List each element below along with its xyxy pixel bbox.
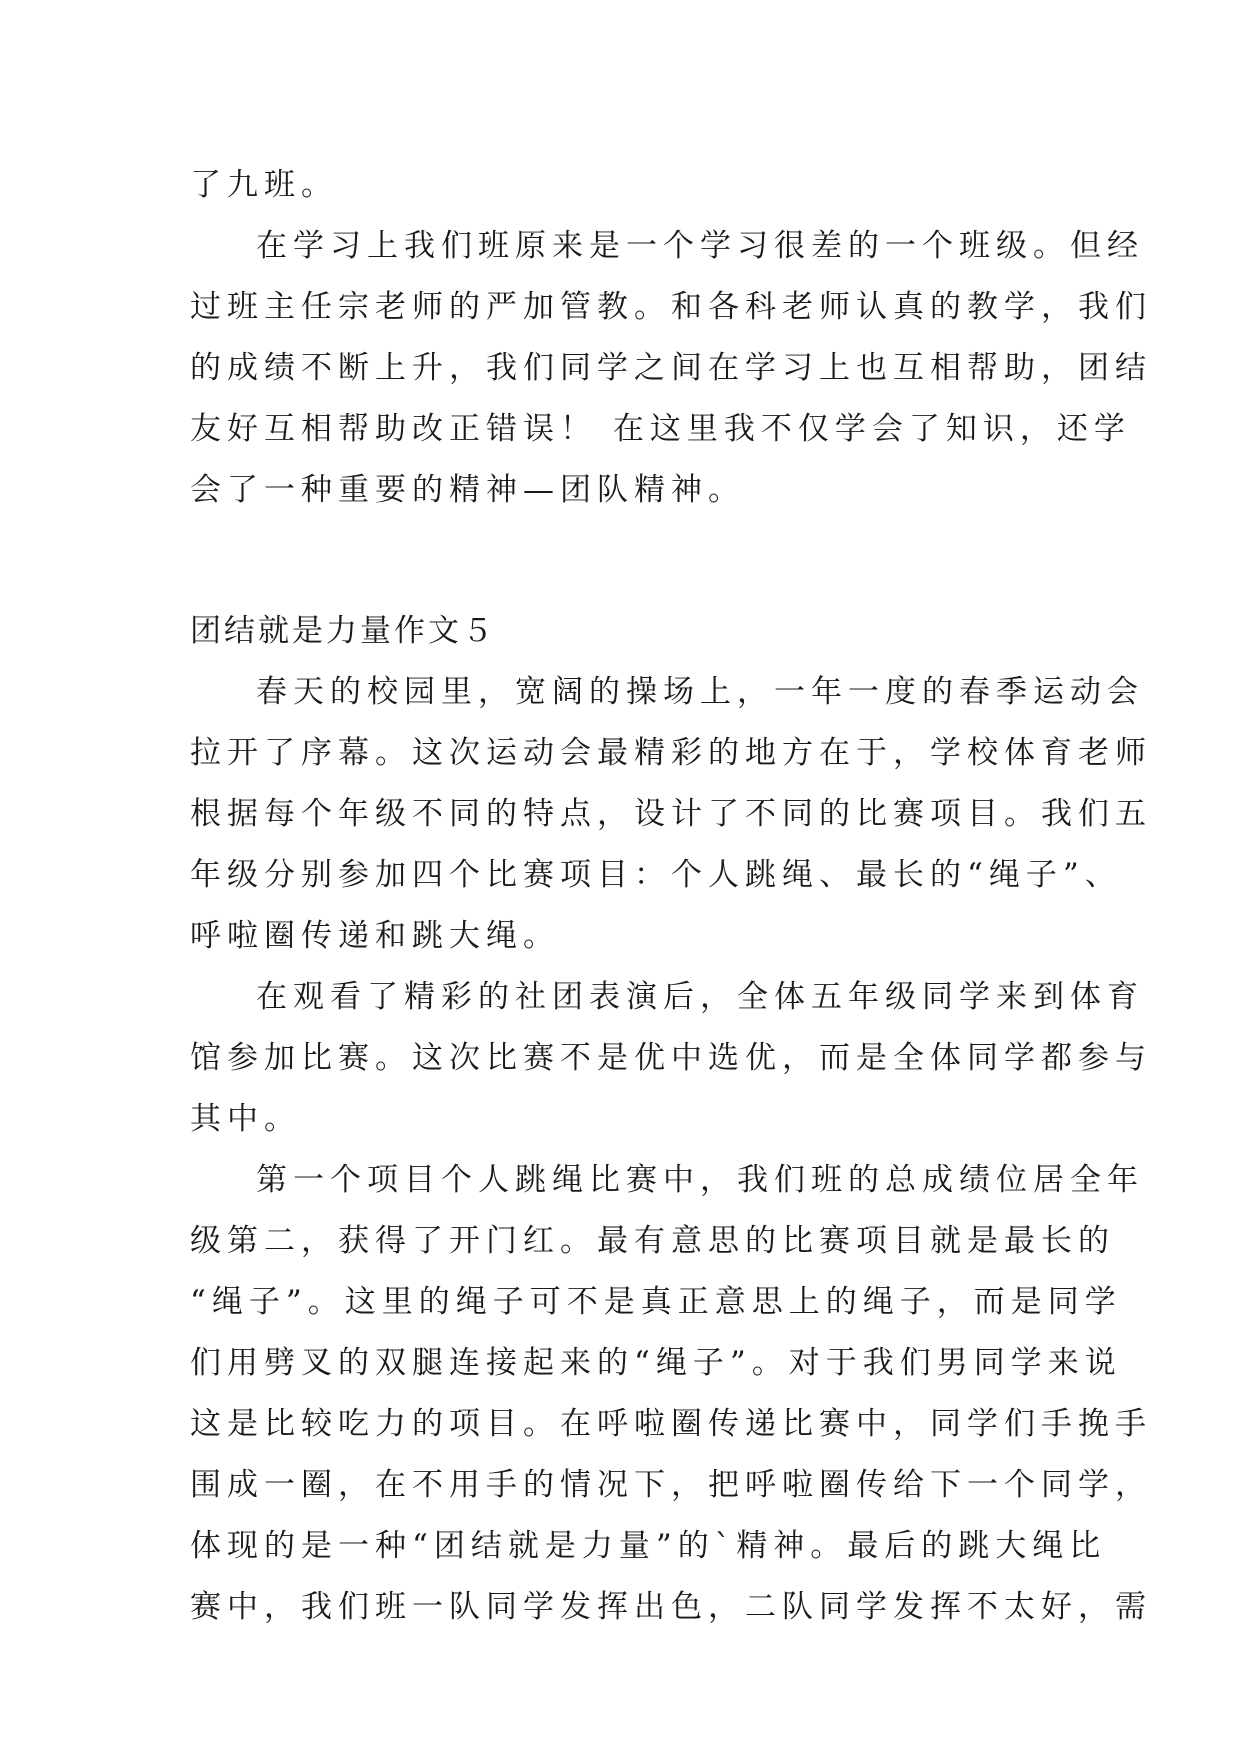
document-body: [190, 155, 1152, 1638]
text-line: 了九班。: [190, 167, 338, 203]
text-line: 过班主任宗老师的严加管教。和各科老师认真的教学，我们: [190, 289, 1152, 325]
paragraph-gym: [190, 967, 1152, 1150]
text-line: 赛中，我们班一队同学发挥出色，二队同学发挥不太好，需: [190, 1589, 1152, 1625]
text-line: 这是比较吃力的项目。在呼啦圈传递比赛中，同学们手挽手: [190, 1406, 1152, 1442]
text-line: 友好互相帮助改正错误！ 在这里我不仅学会了知识，还学: [190, 411, 1131, 447]
text-line: 在学习上我们班原来是一个学习很差的一个班级。但经: [256, 228, 1144, 264]
text-line: 根据每个年级不同的特点，设计了不同的比赛项目。我们五: [190, 796, 1152, 832]
paragraph-events: [190, 1150, 1152, 1638]
text-line: 的成绩不断上升，我们同学之间在学习上也互相帮助，团结: [190, 350, 1152, 386]
text-line: 第一个项目个人跳绳比赛中，我们班的总成绩位居全年: [256, 1162, 1144, 1198]
text-line: 级第二，获得了开门红。最有意思的比赛项目就是最长的: [190, 1223, 1115, 1259]
text-line: 在观看了精彩的社团表演后，全体五年级同学来到体育: [256, 979, 1144, 1015]
text-line: 体现的是一种“团结就是力量”的`精神。最后的跳大绳比: [190, 1528, 1107, 1564]
text-line: 春天的校园里，宽阔的操场上，一年一度的春季运动会: [256, 674, 1144, 710]
paragraph-study: [190, 216, 1152, 521]
text-line: 拉开了序幕。这次运动会最精彩的地方在于，学校体育老师: [190, 735, 1152, 771]
text-line: 围成一圈，在不用手的情况下，把呼啦圈传给下一个同学，: [190, 1467, 1152, 1503]
section-heading: 团结就是力量作文５: [190, 613, 496, 649]
section-heading-block: [190, 601, 1060, 662]
text-line: 其中。: [190, 1101, 301, 1137]
paragraph-continuation: [190, 155, 1060, 216]
text-line: 们用劈叉的双腿连接起来的“绳子”。对于我们男同学来说: [190, 1345, 1122, 1381]
text-line: 会了一种重要的精神—团队精神。: [190, 472, 745, 508]
text-line: 年级分别参加四个比赛项目：个人跳绳、最长的“绳子”、: [190, 857, 1122, 893]
section-spacer: [190, 521, 1060, 601]
paragraph-sports-day: [190, 662, 1152, 967]
text-line: “绳子”。这里的绳子可不是真正意思上的绳子，而是同学: [190, 1284, 1122, 1320]
text-line: 呼啦圈传递和跳大绳。: [190, 918, 560, 954]
text-line: 馆参加比赛。这次比赛不是优中选优，而是全体同学都参与: [190, 1040, 1152, 1076]
